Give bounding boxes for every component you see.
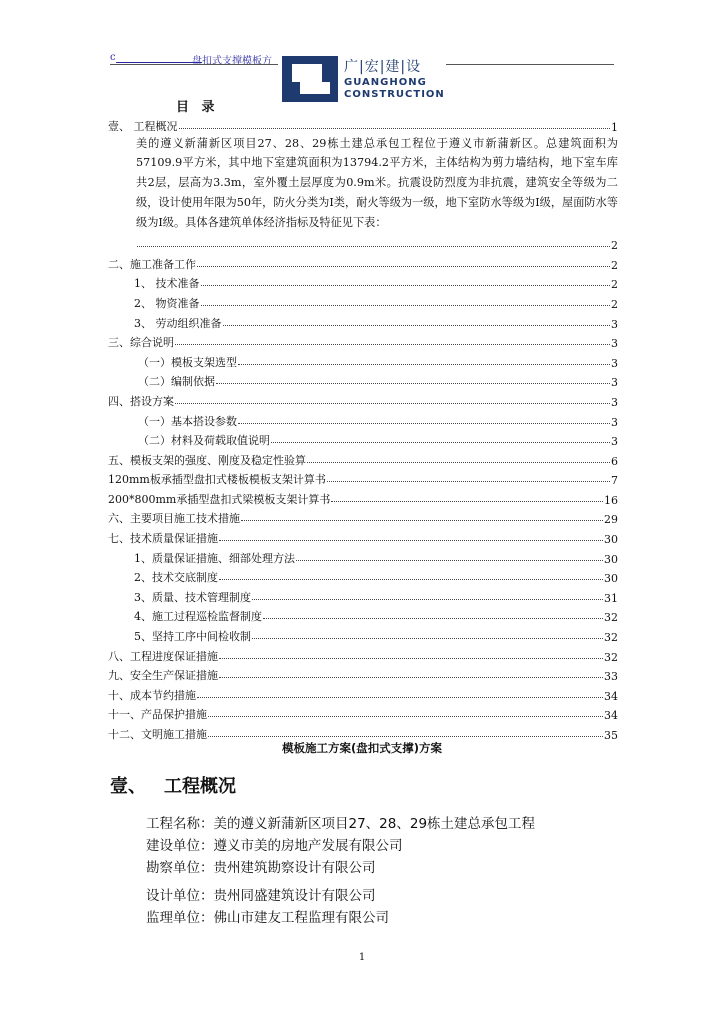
toc-entry[interactable]: 1、 技术准备 2 (134, 277, 618, 292)
toc-entry[interactable]: 2、技术交底制度 30 (134, 571, 618, 586)
toc-entry[interactable]: 四、搭设方案 3 (108, 394, 618, 409)
overview-paragraph: 美的遵义新蒲新区项目27、28、29栋土建总承包工程位于遵义市新蒲新区。总建筑面积为57109.9平方米，其中地下室建筑面积为13794.2平方米，主体结构为剪力墙结构，地下室车库共2层，层高为3.3m，室外覆土层厚度为0.9m米。抗震设防烈度为非抗震，建筑安全等级为二级，设计使用年限为50年，防火分类为Ⅰ类，耐火等级为一级，地下室防水等级为Ⅰ级，屋面防水等级为Ⅰ级。具体各建筑单体经济指标及特征见下表： (136, 136, 618, 229)
toc-entry[interactable]: 十一、产品保护措施 34 (108, 708, 618, 723)
chapter-text: 工程概况 (164, 776, 236, 797)
chapter-number: 壹、 (110, 776, 146, 797)
info-line: 工程名称：美的遵义新蒲新区项目27、28、29栋土建总承包工程 (146, 816, 536, 832)
toc-entry[interactable]: 5、坚持工序中间检收制 32 (134, 630, 618, 645)
toc-entry[interactable]: （二）编制依据 3 (138, 375, 618, 390)
header-rule-left (110, 64, 278, 65)
info-line: 监理单位：佛山市建友工程监理有限公司 (146, 910, 389, 926)
toc-entry[interactable]: 4、施工过程巡检监督制度 32 (134, 610, 618, 625)
page-number: 1 (358, 952, 366, 963)
info-line: 设计单位：贵州同盛建筑设计有限公司 (146, 888, 376, 904)
toc-entry[interactable]: 2、 物资准备 2 (134, 296, 618, 311)
toc-entry[interactable]: 十二、文明施工措施 35 (108, 728, 618, 743)
toc-entry[interactable]: 七、技术质量保证措施 30 (108, 532, 618, 547)
toc-entry[interactable]: 九、安全生产保证措施 33 (108, 669, 618, 684)
info-line: 勘察单位：贵州建筑勘察设计有限公司 (146, 860, 376, 876)
toc-entry[interactable]: （一）模板支架选型 3 (138, 355, 618, 370)
toc-title: 目 录 (176, 100, 219, 115)
header-rule-right (446, 64, 614, 65)
project-info (146, 812, 535, 928)
logo-chinese-name: 广|宏|建|设 (344, 59, 422, 75)
toc-entry[interactable]: 壹、 工程概况 1 (108, 119, 618, 134)
logo-mark-icon (282, 56, 338, 102)
toc-entry[interactable]: 1、质量保证措施、细部处理方法 30 (134, 551, 618, 566)
toc-entry[interactable]: 八、工程进度保证措施 32 (108, 649, 618, 664)
toc-entry[interactable]: 十、成本节约措施 34 (108, 688, 618, 703)
toc-entry[interactable]: （二）材料及荷载取值说明 3 (138, 434, 618, 449)
chapter-heading (110, 772, 254, 798)
toc-entry[interactable]: 二、施工准备工作 2 (108, 257, 618, 272)
table-of-contents (108, 114, 618, 742)
toc-entry[interactable]: 2 (108, 233, 618, 253)
toc-entry[interactable]: 3、质量、技术管理制度 31 (134, 590, 618, 605)
header-letter: c (110, 52, 116, 63)
logo-english-line1: GUANGHONG (344, 77, 427, 88)
section-title: 模板施工方案(盘扣式支撑)方案 (281, 741, 442, 755)
toc-entry[interactable]: 三、综合说明 3 (108, 336, 618, 351)
info-line: 建设单位：遵义市美的房地产发展有限公司 (146, 838, 403, 854)
toc-entry[interactable]: 五、模板支架的强度、刚度及稳定性验算 6 (108, 453, 618, 468)
logo-english-line2: CONSTRUCTION (344, 89, 445, 100)
toc-entry[interactable]: 200*800mm承插型盘扣式梁模板支架计算书 16 (108, 492, 618, 507)
toc-entry[interactable]: 120mm板承插型盘扣式楼板模板支架计算书 7 (108, 473, 618, 488)
toc-entry[interactable]: （一）基本搭设参数 3 (138, 414, 618, 429)
toc-entry[interactable]: 六、主要项目施工技术措施 29 (108, 512, 618, 527)
company-logo (282, 56, 445, 102)
toc-entry[interactable]: 3、 劳动组织准备 3 (134, 316, 618, 331)
header-title: 盘扣式支撑模板方 (192, 56, 272, 67)
